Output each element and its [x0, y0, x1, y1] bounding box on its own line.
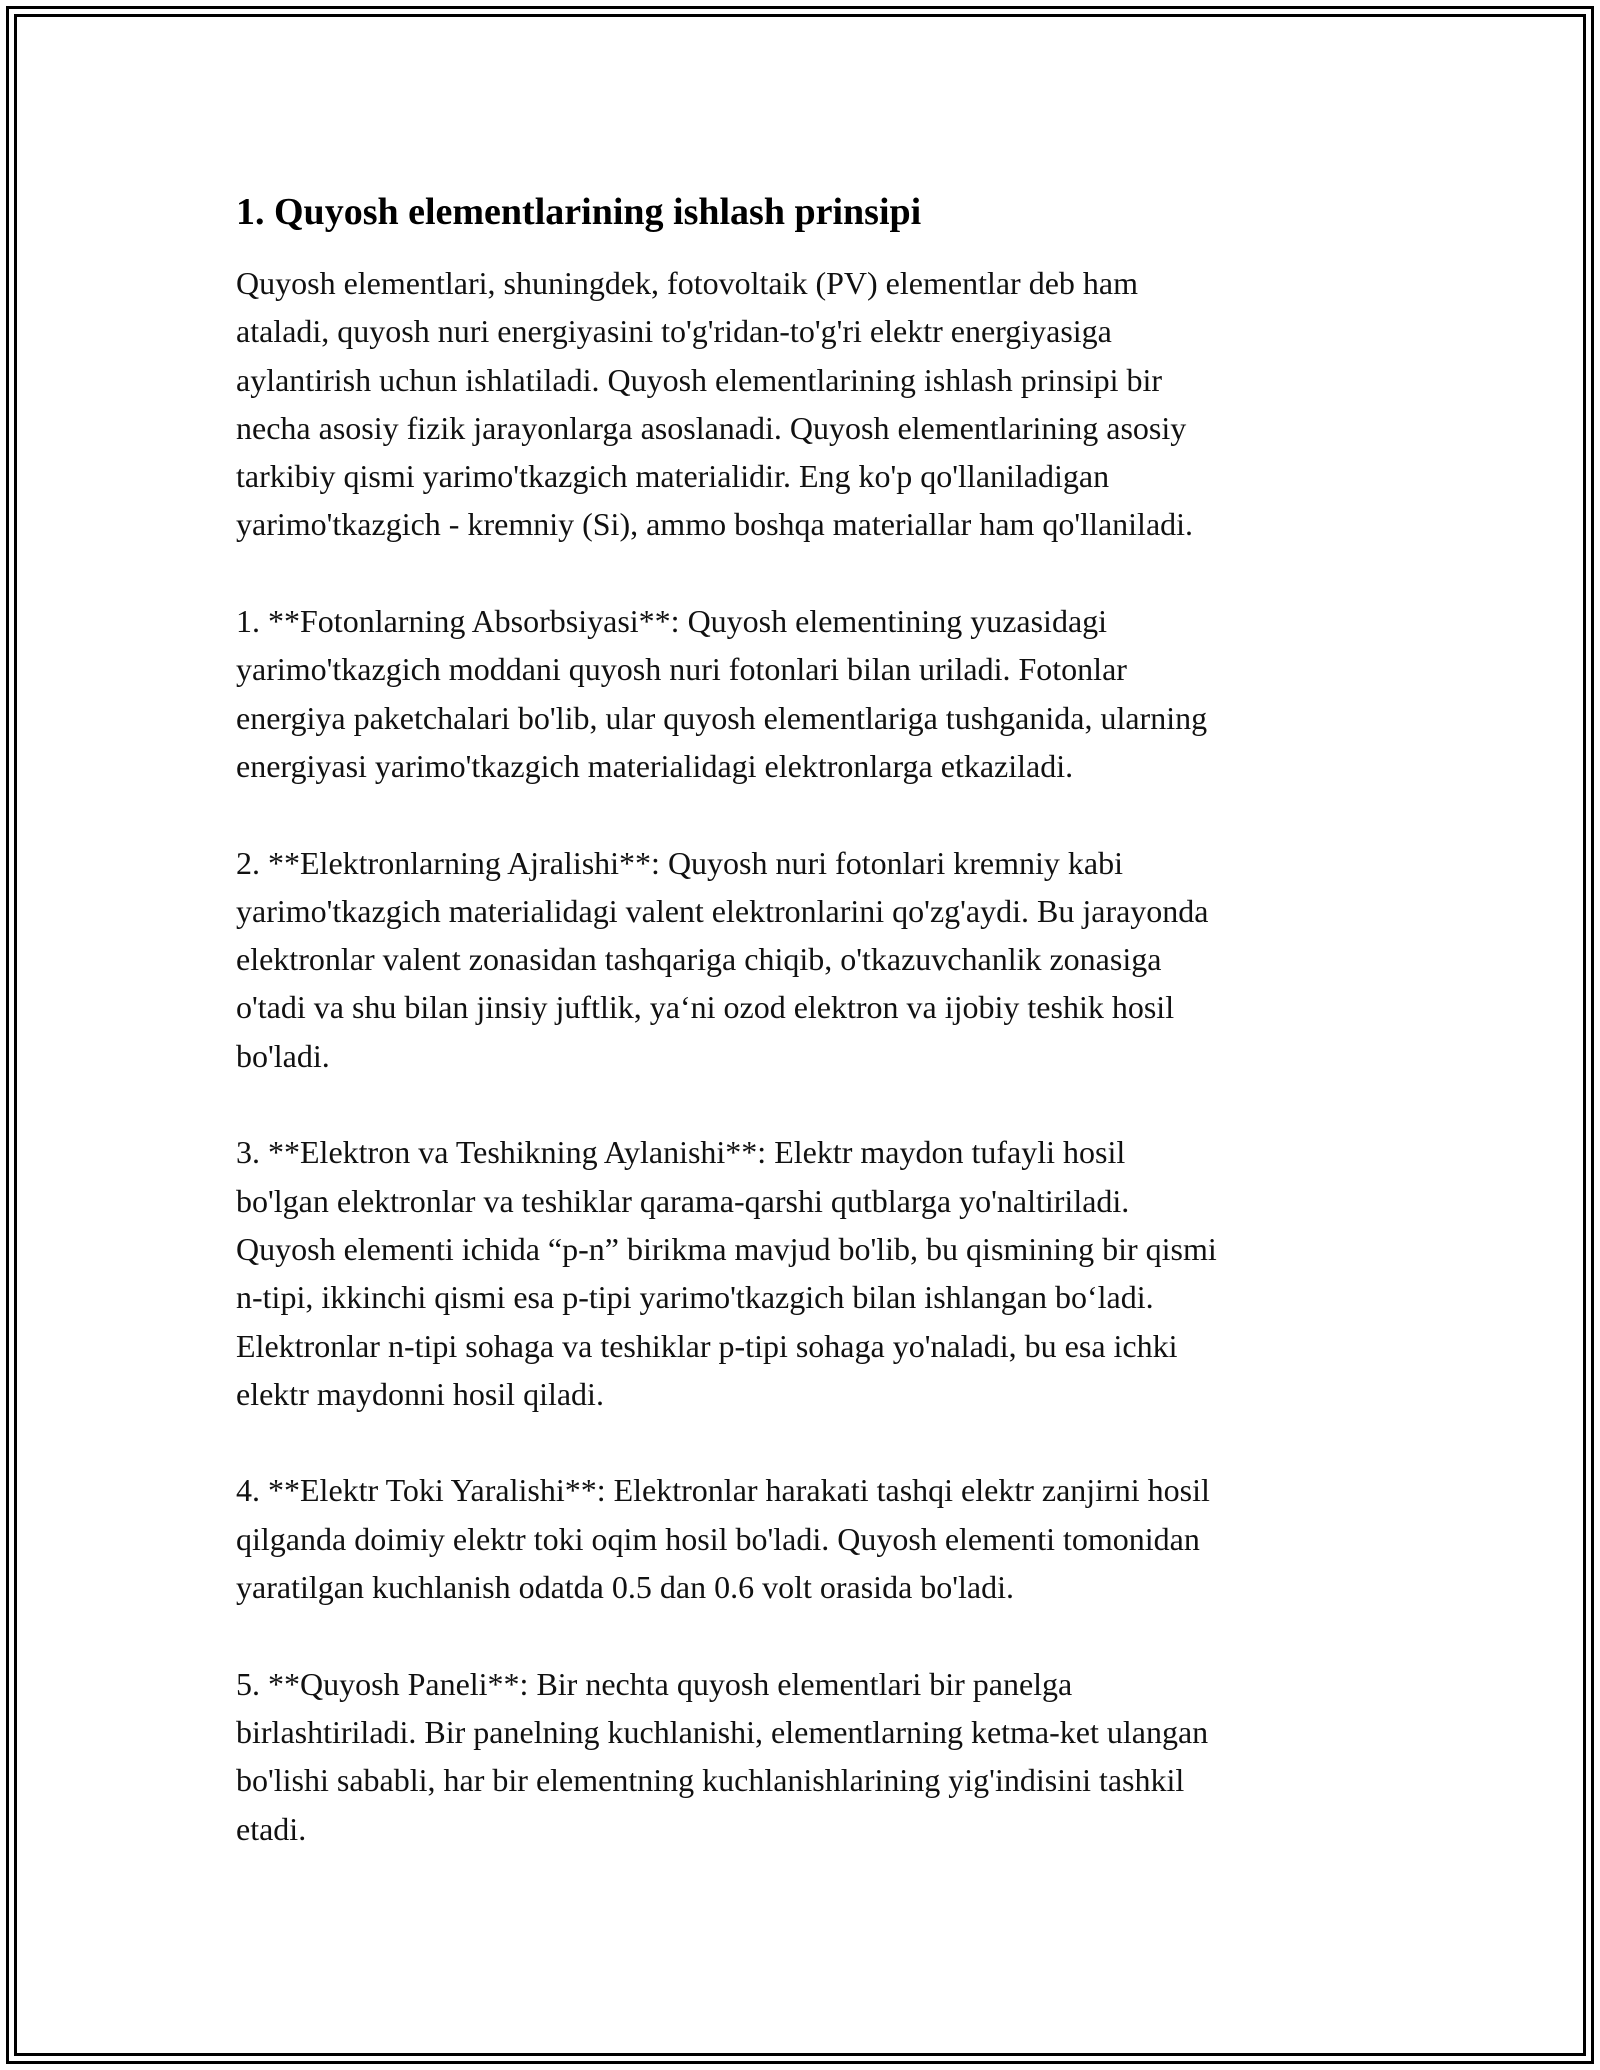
text-line: etadi.: [236, 1810, 307, 1847]
list-item-electron-separation: [236, 839, 1366, 1080]
text-line: Quyosh elementi ichida “p-n” birikma mavjud bo'lib, bu qismining bir qismi: [236, 1230, 1217, 1267]
text-line: necha asosiy fizik jarayonlarga asoslanadi. Quyosh elementlarining asosiy: [236, 409, 1187, 446]
text-line: 2. **Elektronlarning Ajralishi**: Quyosh nuri fotonlari kremniy kabi: [236, 844, 1123, 881]
text-line: 3. **Elektron va Teshikning Aylanishi**: Elektr maydon tufayli hosil: [236, 1134, 1126, 1171]
text-line: 1. **Fotonlarning Absorbsiyasi**: Quyosh elementining yuzasidagi: [236, 603, 1108, 640]
text-line: 5. **Quyosh Paneli**: Bir nechta quyosh elementlari bir panelga: [236, 1665, 1073, 1702]
text-line: qilganda doimiy elektr toki oqim hosil bo'ladi. Quyosh elementi tomonidan: [236, 1520, 1200, 1557]
text-line: n-tipi, ikkinchi qismi esa p-tipi yarimo'tkazgich bilan ishlangan bo‘ladi.: [236, 1279, 1154, 1316]
list-item-solar-panel: [236, 1660, 1366, 1853]
text-line: yarimo'tkazgich materialidagi valent elektronlarini qo'zg'aydi. Bu jarayonda: [236, 892, 1209, 929]
intro-paragraph: [236, 259, 1366, 549]
text-line: energiya paketchalari bo'lib, ular quyosh elementlariga tushganida, ularning: [236, 699, 1208, 736]
text-line: bo'lishi sababli, har bir elementning kuchlanishlarining yig'indisini tashkil: [236, 1762, 1185, 1799]
text-line: Elektronlar n-tipi sohaga va teshiklar p-tipi sohaga yo'naladi, bu esa ichki: [236, 1327, 1178, 1364]
list-item-electric-current: [236, 1466, 1366, 1611]
text-line: Quyosh elementlari, shuningdek, fotovoltaik (PV) elementlar deb ham: [236, 265, 1138, 301]
section-heading: 1. Quyosh elementlarining ishlash prinsipi: [236, 191, 922, 233]
list-item-photon-absorption: [236, 597, 1366, 790]
text-line: birlashtiriladi. Bir panelning kuchlanishi, elementlarning ketma-ket ulangan: [236, 1713, 1209, 1750]
text-line: yarimo'tkazgich - kremniy (Si), ammo boshqa materiallar ham qo'llaniladi.: [236, 506, 1194, 543]
text-line: energiyasi yarimo'tkazgich materialidagi elektronlarga etkaziladi.: [236, 747, 1074, 784]
text-line: yaratilgan kuchlanish odatda 0.5 dan 0.6 volt orasida bo'ladi.: [236, 1569, 1015, 1606]
text-line: bo'ladi.: [236, 1037, 330, 1074]
text-line: o'tadi va shu bilan jinsiy juftlik, ya‘ni ozod elektron va ijobiy teshik hosil: [236, 989, 1175, 1026]
text-line: tarkibiy qismi yarimo'tkazgich materialidir. Eng ko'p qo'llaniladigan: [236, 458, 1110, 495]
text-line: aylantirish uchun ishlatiladi. Quyosh elementlarining ishlash prinsipi bir: [236, 361, 1163, 398]
text-line: elektronlar valent zonasidan tashqariga chiqib, o'tkazuvchanlik zonasiga: [236, 941, 1162, 978]
text-line: 4. **Elektr Toki Yaralishi**: Elektronlar harakati tashqi elektr zanjirni hosil: [236, 1472, 1210, 1509]
document-body: [236, 188, 1366, 1901]
list-item-electron-hole-movement: [236, 1128, 1366, 1418]
text-line: ataladi, quyosh nuri energiyasini to'g'ridan-to'g'ri elektr energiyasiga: [236, 313, 1112, 350]
text-line: bo'lgan elektronlar va teshiklar qarama-qarshi qutblarga yo'naltiriladi.: [236, 1182, 1130, 1219]
text-line: elektr maydonni hosil qiladi.: [236, 1375, 604, 1412]
text-line: yarimo'tkazgich moddani quyosh nuri fotonlari bilan uriladi. Fotonlar: [236, 651, 1127, 688]
